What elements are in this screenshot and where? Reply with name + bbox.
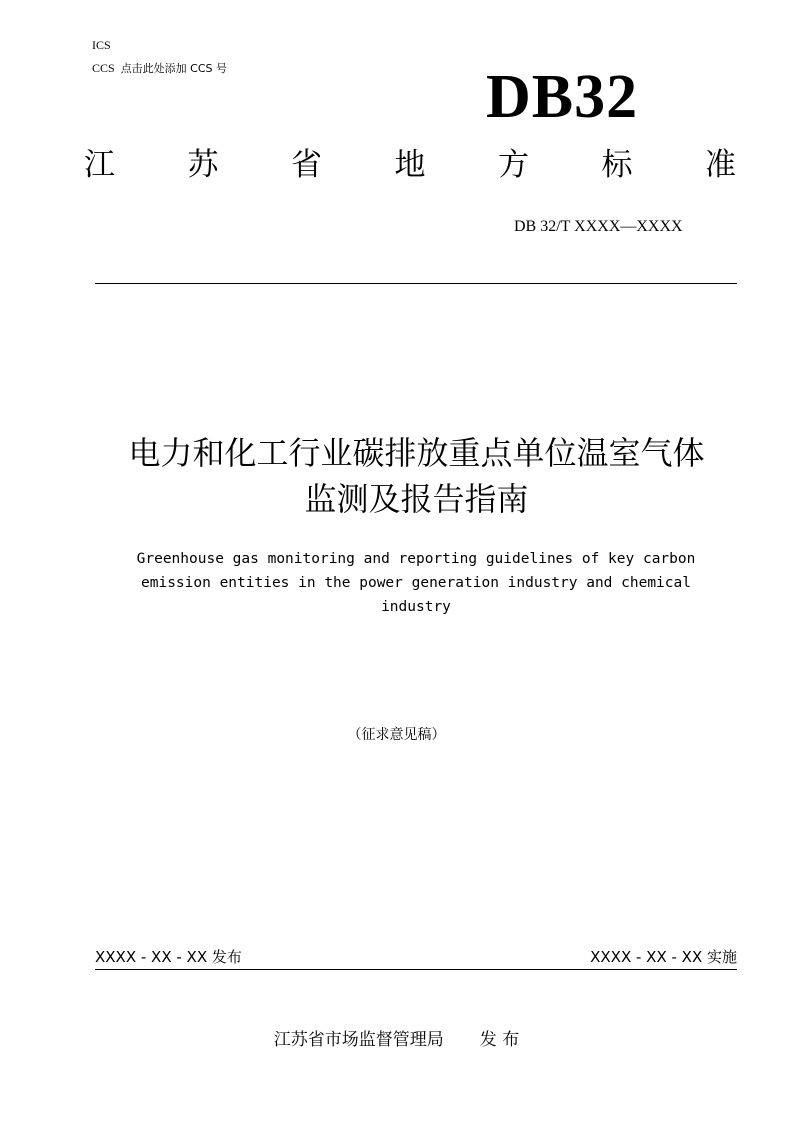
- publish-action: 发 布: [479, 1030, 520, 1050]
- implementation-date: XXXX - XX - XX 实施: [590, 948, 737, 966]
- ccs-code: CCS: [92, 61, 115, 75]
- standard-type-char: 苏: [187, 147, 219, 183]
- english-title: [96, 547, 736, 619]
- draft-label: （征求意见稿）: [347, 727, 446, 743]
- ccs-label: [92, 60, 227, 76]
- standard-type-char: 方: [498, 147, 529, 183]
- english-title-line: emission entities in the power generation industry and chemical: [141, 575, 691, 591]
- chinese-title: [60, 430, 773, 522]
- english-title-line: Greenhouse gas monitoring and reporting guidelines of key carbon: [136, 551, 696, 567]
- ics-label: ICS: [92, 38, 111, 52]
- standard-type-char: 江: [84, 147, 115, 183]
- english-title-line: industry: [381, 599, 451, 615]
- standard-type-char: 省: [291, 147, 322, 183]
- publisher-line: [0, 1025, 793, 1050]
- chinese-title-line: 监测及报告指南: [304, 480, 529, 518]
- top-divider: [95, 283, 737, 284]
- standard-type-char: 准: [705, 147, 736, 183]
- standard-number: DB 32/T XXXX—XXXX: [514, 218, 683, 235]
- standard-type-char: 地: [394, 147, 426, 183]
- issue-date: XXXX - XX - XX 发布: [95, 948, 242, 966]
- publisher-organization: 江苏省市场监督管理局: [273, 1030, 444, 1050]
- standard-logo: DB32: [486, 63, 639, 131]
- chinese-title-line: 电力和化工行业碳排放重点单位温室气体: [128, 434, 705, 472]
- standard-type-heading: [84, 147, 736, 183]
- bottom-divider: [95, 969, 737, 970]
- ccs-placeholder-note[interactable]: 点击此处添加 CCS 号: [120, 62, 228, 75]
- standard-type-char: 标: [601, 147, 633, 183]
